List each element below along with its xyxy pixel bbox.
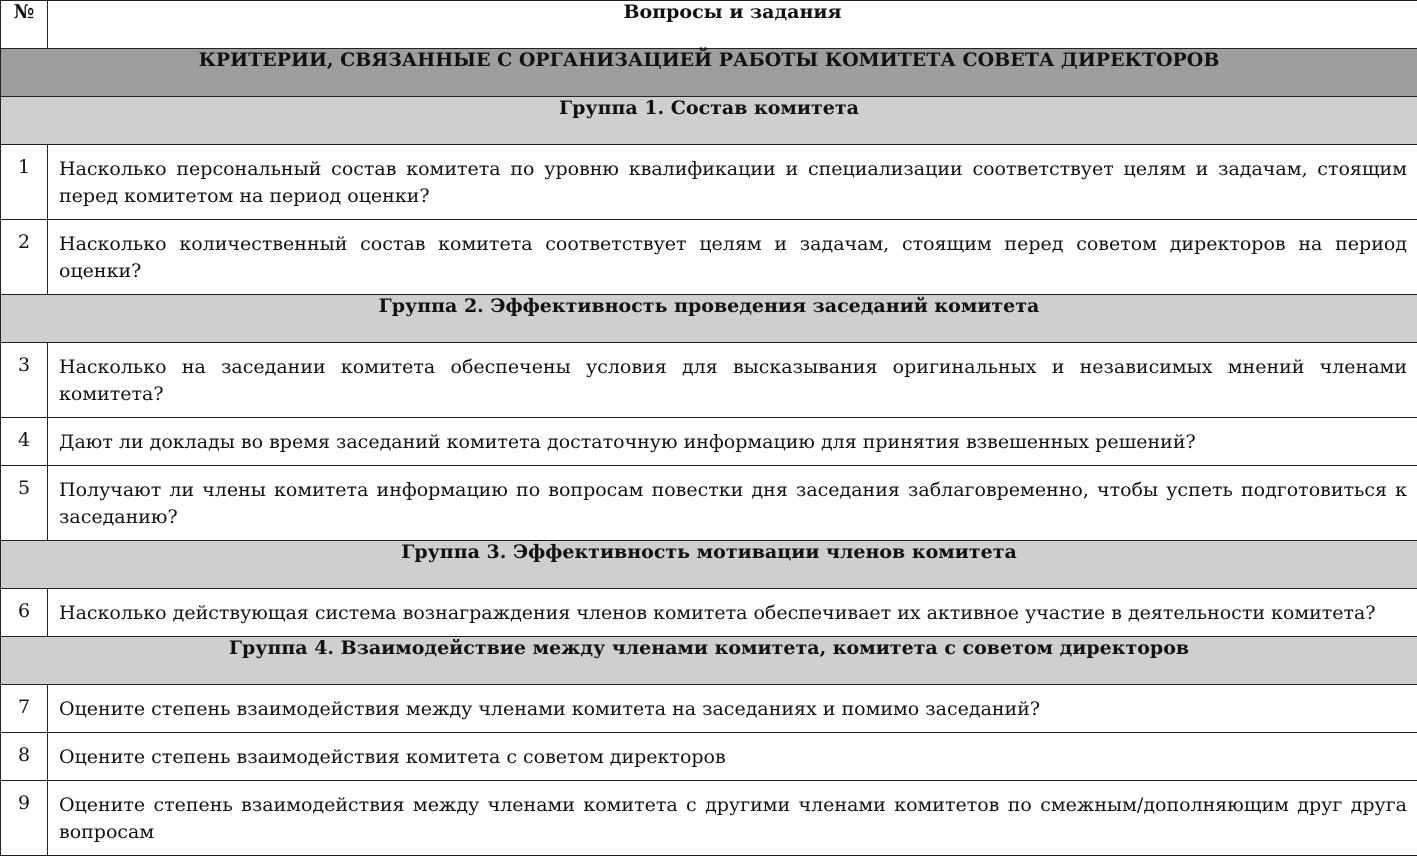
group-title: Группа 2. Эффективность проведения заседаний комитета [1,295,1417,343]
row-number: 5 [1,466,48,541]
question-text: Насколько персональный состав комитета по уровню квалификации и специализации соответствует целям и задачам, стоящим перед комитетом на период оценки? [48,145,1417,220]
group-title: Группа 3. Эффективность мотивации членов комитета [1,541,1417,589]
section-title: КРИТЕРИИ, СВЯЗАННЫЕ С ОРГАНИЗАЦИЕЙ РАБОТЫ КОМИТЕТА СОВЕТА ДИРЕКТОРОВ [1,49,1417,97]
question-text: Насколько действующая система вознаграждения членов комитета обеспечивает их активное участие в деятельности комитета? [48,589,1417,637]
questions-column-header: Вопросы и задания [48,1,1417,49]
table-row [1,343,1417,418]
question-text: Оцените степень взаимодействия между членами комитета с другими членами комитетов по смежным/дополняющим друг друга вопросам [48,781,1417,856]
row-number: 9 [1,781,48,856]
table-row [1,589,1417,637]
table-row [1,418,1417,466]
question-text: Насколько на заседании комитета обеспечены условия для высказывания оригинальных и независимых мнений членами комитета? [48,343,1417,418]
row-number: 6 [1,589,48,637]
group-title: Группа 1. Состав комитета [1,97,1417,145]
table-row [1,781,1417,856]
group-title: Группа 4. Взаимодействие между членами комитета, комитета с советом директоров [1,637,1417,685]
question-text: Получают ли члены комитета информацию по вопросам повестки дня заседания заблаговременно, чтобы успеть подготовиться к заседанию? [48,466,1417,541]
question-text: Дают ли доклады во время заседаний комитета достаточную информацию для принятия взвешенных решений? [48,418,1417,466]
group-row [1,637,1417,685]
section-row [1,49,1417,97]
table-row [1,466,1417,541]
row-number: 8 [1,733,48,781]
group-row [1,97,1417,145]
table-row [1,733,1417,781]
number-column-header: № [1,1,48,49]
row-number: 3 [1,343,48,418]
table-row [1,685,1417,733]
row-number: 2 [1,220,48,295]
question-text: Насколько количественный состав комитета соответствует целям и задачам, стоящим перед советом директоров на период оценки? [48,220,1417,295]
row-number: 1 [1,145,48,220]
question-text: Оцените степень взаимодействия комитета с советом директоров [48,733,1417,781]
row-number: 7 [1,685,48,733]
group-row [1,541,1417,589]
table-row [1,145,1417,220]
row-number: 4 [1,418,48,466]
table-row [1,220,1417,295]
group-row [1,295,1417,343]
question-text: Оцените степень взаимодействия между членами комитета на заседаниях и помимо заседаний? [48,685,1417,733]
table-header-row [1,1,1417,49]
